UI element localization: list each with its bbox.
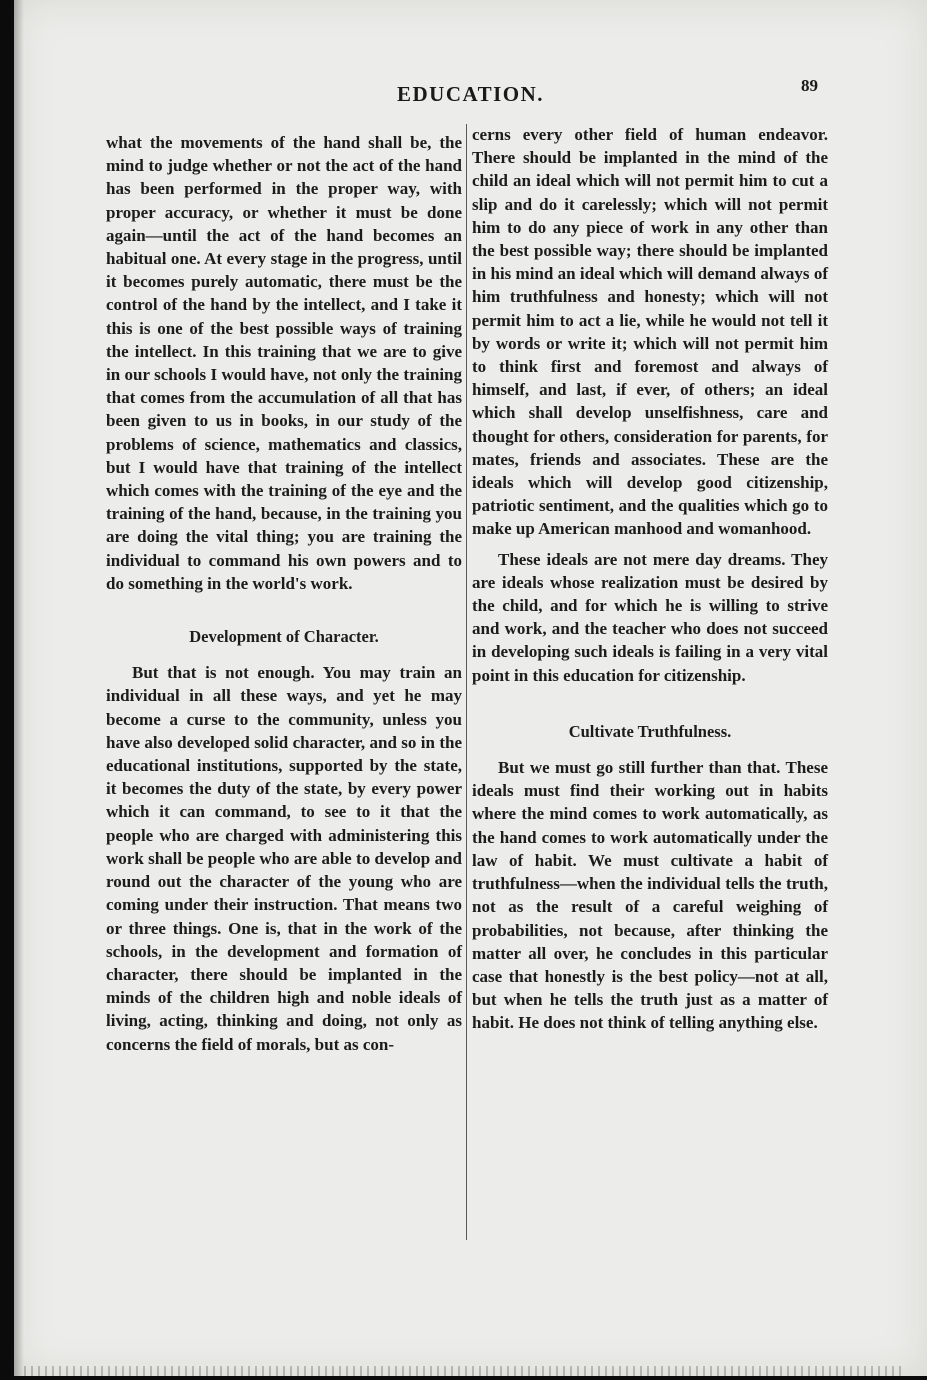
right-paragraph-3: But we must go still further than that. These ideals must find their working out in habits where the mind comes to work automatically, as the hand comes to work automatically under the law of habit. We must cultivate a habit of truthfulness—when the individual tells the truth, not as the result of a careful weighing of probabilities, not because, after thinking the matter all over, he concludes in this particular case that honestly is the best policy—not at all, but when he tells the truth just as a matter of habit. He does not think of telling anything else. xyxy=(472,758,828,1033)
left-paragraph-1: what the movements of the hand shall be, the mind to judge whether or not the act of the hand has been performed in the proper way, with proper accuracy, or whether it must be done again—until the act of the hand becomes an habitual one. At every stage in the progress, until it becomes purely automatic, there must be the control of the hand by the intellect, and I take it this is one of the best possible ways of training the intellect. In this training that we are to give in our schools I would have, not only the training that comes from the accumulation of all that has been given to us in books, in our study of the problems of science, mathematics and classics, but I would have that training of the intellect which comes with the training of the eye and the training of the hand, because, in the training you are doing the vital thing; you are training the individual to command his own powers and to do something in the world's work. xyxy=(106,133,462,593)
page-binding-shadow xyxy=(14,0,24,1376)
page-number: 89 xyxy=(801,76,818,95)
running-head: EDUCATION. xyxy=(397,82,545,106)
right-paragraph-2: These ideals are not mere day dreams. They are ideals whose realization must be desired by the child, and for which he is willing to strive and work, and the teacher who does not succeed in developing such ideals is failing in a very vital point in this education for citizenship. xyxy=(472,549,828,685)
page-bottom-edge xyxy=(24,1366,904,1376)
column-divider xyxy=(466,124,467,1240)
left-paragraph-2: But that is not enough. You may train an individual in all these ways, and yet he may become a curse to the community, unless you have also developed solid character, and so in the educational institutions, supported by the state, it becomes the duty of the state, by every power which it can command, to see to it that the people who are charged with administering this work shall be people who are able to develop and round out the character of the young who are coming under their instruction. That means two or three things. One is, that in the work of the schools, in the development and formation of character, there should be implanted in the minds of the children high and noble ideals of living, acting, thinking and doing, not only as concerns the field of morals, but as con- xyxy=(106,663,462,1054)
right-paragraph-1: cerns every other field of human endeavor. There should be implanted in the mind of the child an ideal which will not permit him to cut a slip and do it carelessly; which will not permit him to do any piece of work in any other than the best possible way; there should be implanted in his mind an ideal which will demand always of him truthfulness and honesty; which will not permit him to act a lie, while he would not tell it by words or write it; which will not permit him to think first and foremost and always of himself, and last, if ever, of others; an ideal which shall develop unselfishness, care and thought for others, consideration for parents, for mates, friends and associates. These are the ideals which will develop good citizenship, patriotic sentiment, and the qualities which go to make up American manhood and womanhood. xyxy=(472,125,828,539)
heading-cultivate-truthfulness: Cultivate Truthfulness. xyxy=(568,721,732,741)
heading-development-of-character: Development of Character. xyxy=(189,627,379,647)
right-column xyxy=(472,123,828,1035)
left-column xyxy=(106,131,462,1056)
